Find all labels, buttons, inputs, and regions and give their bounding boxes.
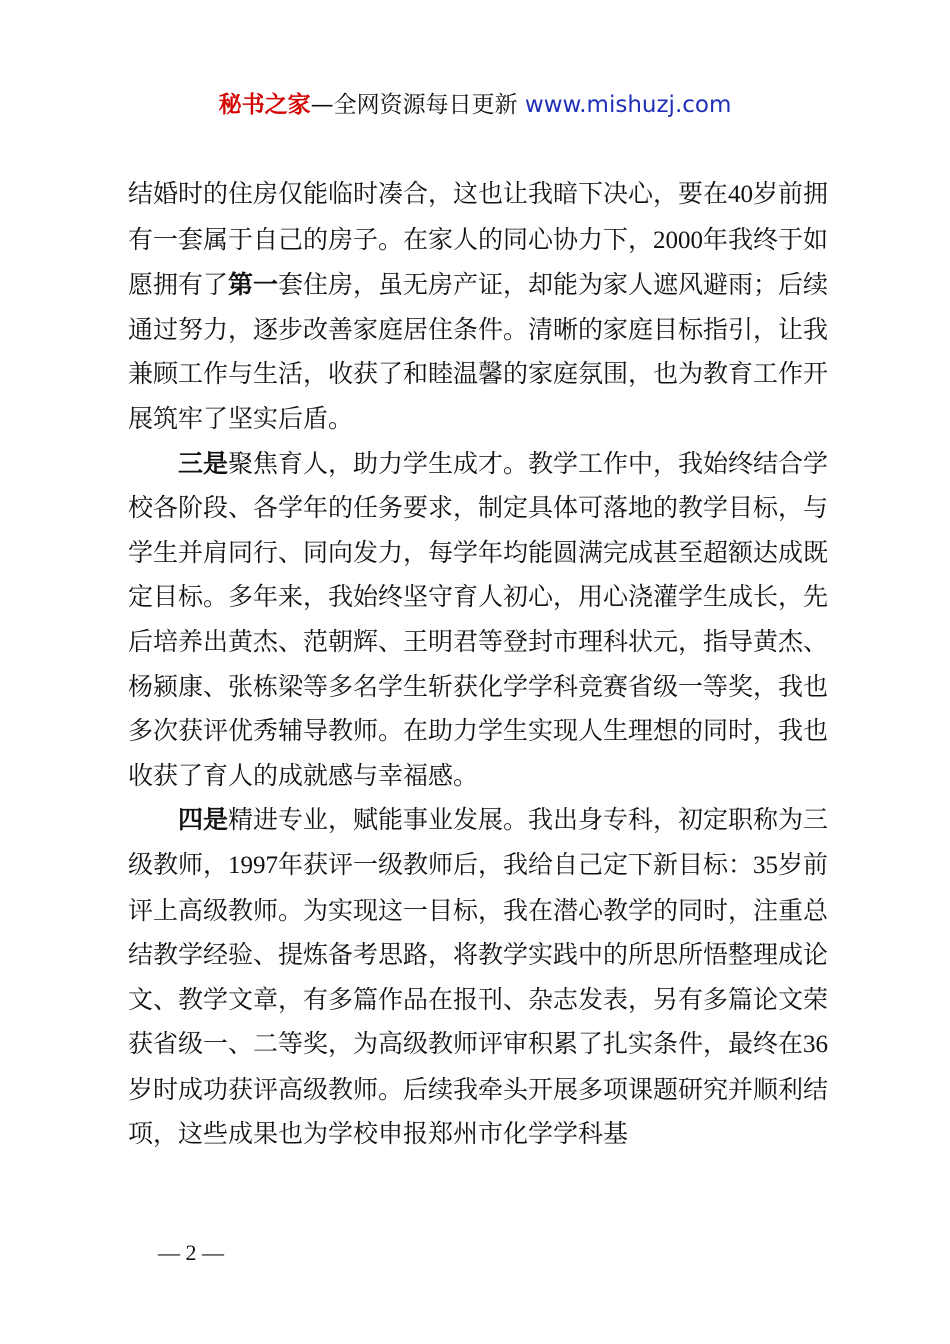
number-segment: 2000 [653, 226, 704, 254]
page-number: — 2 — [158, 1240, 224, 1265]
site-url-link[interactable]: www.mishuzj.com [524, 92, 732, 118]
paragraph-education [128, 442, 834, 799]
header-tagline: —全网资源每日更新 [310, 92, 525, 118]
text-segment: 岁时成功获评高级教师。后续我牵头开展多项课题研究并顺利结项，这些成果也为学校申报郑州市化学学科基 [128, 1074, 829, 1149]
text-segment: 套住房，虽无房产证，却能为家人遮风避雨；后续通过努力，逐步改善家庭居住条件。清晰的家庭目标指引，让我兼顾工作与生活，收获了和睦温馨的家庭氛围，也为教育工作开展筑牢了坚实后盾。 [128, 270, 829, 433]
paragraph-professional [128, 798, 834, 1157]
brand-name: 秘书之家 [218, 92, 311, 118]
number-segment: 1997 [228, 851, 279, 879]
site-header [0, 88, 950, 122]
document-body [128, 172, 834, 1157]
number-segment: 35 [753, 851, 779, 879]
number-segment: 36 [803, 1031, 829, 1059]
text-segment: 精进专业，赋能事业发展。我出身专科，初定职称为三级教师， [128, 805, 829, 879]
text-segment: 年获评一级教师后，我给自己定下新目标： [278, 849, 754, 879]
text-segment: 岁前拥有一套属于自己的房子。在家人的同心协力下， [128, 179, 829, 254]
paragraph-housing [128, 172, 834, 442]
text-segment: 年我终于如愿拥有了 [128, 224, 829, 300]
text-segment: 聚焦育人，助力学生成才。教学工作中，我始终结合学校各阶段、各学年的任务要求，制定具体可落地的教学目标，与学生并肩同行、同向发力，每学年均能圆满完成甚至超额达成既定目标。多年来，我始终坚守育人初心，用心浇灌学生成长，先后培养出黄杰、范朝辉、王明君等登封市理科状元，指导黄杰、杨颍康、张栋梁等多名学生斩获化学学科竞赛省级一等奖，我也多次获评优秀辅导教师。在助力学生实现人生理想的同时，我也收获了育人的成就感与幸福感。 [128, 448, 829, 790]
paragraph-lead: 三是 [178, 448, 229, 478]
paragraph-lead: 四是 [178, 805, 229, 835]
number-segment: 40 [728, 181, 754, 208]
bold-segment: 第一 [228, 270, 279, 300]
text-segment: 结婚时的住房仅能临时凑合，这也让我暗下决心，要在 [128, 179, 729, 208]
text-segment: 岁前评上高级教师。为实现这一目标，我在潜心教学的同时，注重总结教学经验、提炼备考思路，将教学实践中的所思所悟整理成论文、教学文章，有多篇作品在报刊、杂志发表，另有多篇论文荣获省级一、二等奖，为高级教师评审积累了扎实条件，最终在 [128, 849, 829, 1059]
